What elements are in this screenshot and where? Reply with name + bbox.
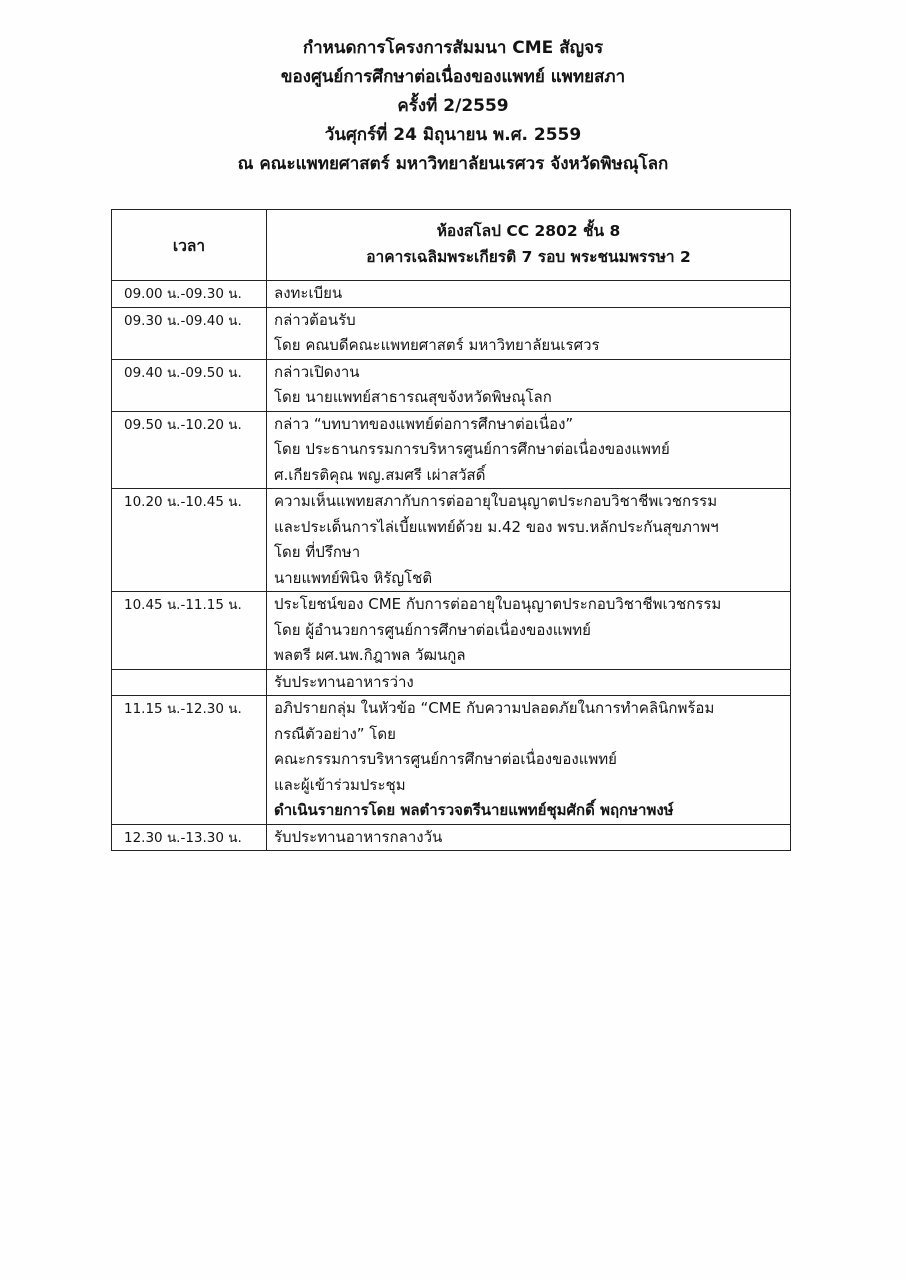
activity-line: และประเด็นการไล่เบี้ยแพทย์ด้วย ม.42 ของ พรบ.หลักประกันสุขภาพฯ (274, 517, 719, 536)
activity-line: คณะกรรมการบริหารศูนย์การศึกษาต่อเนื่องของแพทย์ (274, 750, 617, 768)
table-row (112, 669, 791, 696)
activity-line: กล่าว “บทบาทของแพทย์ต่อการศึกษาต่อเนื่อง” (274, 414, 574, 433)
table-row (112, 489, 791, 592)
table-row (112, 411, 791, 489)
schedule-body (112, 281, 791, 851)
activity-line: กล่าวเปิดงาน (274, 362, 360, 381)
row-activity (267, 281, 791, 308)
activity-line: โดย ที่ปรึกษา (274, 543, 361, 561)
table-row (112, 281, 791, 308)
row-activity (267, 824, 791, 851)
activity-line: ศ.เกียรติคุณ พญ.สมศรี เผ่าสวัสดิ์ (274, 465, 486, 484)
row-time (112, 669, 267, 696)
table-header-row (112, 210, 791, 281)
activity-line: โดย นายแพทย์สาธารณสุขจังหวัดพิษณุโลก (274, 388, 552, 406)
table-row (112, 824, 791, 851)
header-organizer: ของศูนย์การศึกษาต่อเนื่องของแพทย์ แพทยสภา (280, 67, 626, 87)
row-activity (267, 359, 791, 411)
activity-line: โดย คณบดีคณะแพทยศาสตร์ มหาวิทยาลัยนเรศวร (274, 336, 600, 354)
activity-line: โดย ผู้อำนวยการศูนย์การศึกษาต่อเนื่องของแพทย์ (274, 620, 591, 639)
row-activity (267, 669, 791, 696)
header-room-building: อาคารเฉลิมพระเกียรติ 7 รอบ พระชนมพรรษา 2 (366, 248, 691, 266)
activity-line: ความเห็นแพทยสภากับการต่ออายุใบอนุญาตประกอบวิชาชีพเวชกรรม (274, 492, 718, 510)
row-time: 09.40 น.-09.50 น. (112, 359, 267, 411)
table-row (112, 592, 791, 670)
activity-line: อภิปรายกลุ่ม ในหัวข้อ “CME กับความปลอดภัยในการทำคลินิกพร้อม (274, 699, 715, 717)
row-activity (267, 696, 791, 825)
header-room-name: ห้องสโลป CC 2802 ชั้น 8 (436, 222, 621, 240)
activity-line: โดย ประธานกรรมการบริหารศูนย์การศึกษาต่อเนื่องของแพทย์ (274, 440, 670, 458)
row-time: 11.15 น.-12.30 น. (112, 696, 267, 825)
activity-line: ลงทะเบียน (274, 284, 343, 302)
activity-line: ประโยชน์ของ CME กับการต่ออายุใบอนุญาตประกอบวิชาชีพเวชกรรม (274, 595, 722, 613)
header-date: วันศุกร์ที่ 24 มิถุนายน พ.ศ. 2559 (324, 125, 582, 145)
table-row (112, 359, 791, 411)
row-activity (267, 489, 791, 592)
row-activity (267, 411, 791, 489)
row-activity (267, 307, 791, 359)
activity-line: นายแพทย์พินิจ หิรัญโชติ (274, 568, 433, 587)
row-time: 10.45 น.-11.15 น. (112, 592, 267, 670)
header-time: เวลา (112, 210, 267, 281)
table-row (112, 696, 791, 825)
header-venue: ณ คณะแพทยศาสตร์ มหาวิทยาลัยนเรศวร จังหวัดพิษณุโลก (237, 154, 669, 174)
activity-line: กล่าวต้อนรับ (274, 310, 356, 329)
activity-line: รับประทานอาหารกลางวัน (274, 827, 443, 846)
header-title: กำหนดการโครงการสัมมนา CME สัญจร (302, 38, 604, 58)
row-time: 09.50 น.-10.20 น. (112, 411, 267, 489)
row-activity (267, 592, 791, 670)
activity-line: รับประทานอาหารว่าง (274, 672, 414, 691)
header-room (267, 210, 791, 281)
activity-line: กรณีตัวอย่าง” โดย (274, 724, 396, 743)
header-session-number: ครั้งที่ 2/2559 (397, 96, 509, 116)
row-time: 10.20 น.-10.45 น. (112, 489, 267, 592)
row-time: 09.00 น.-09.30 น. (112, 281, 267, 308)
activity-line: และผู้เข้าร่วมประชุม (274, 775, 406, 794)
schedule-table (111, 209, 791, 851)
table-row (112, 307, 791, 359)
row-time: 12.30 น.-13.30 น. (112, 824, 267, 851)
row-time: 09.30 น.-09.40 น. (112, 307, 267, 359)
document-header (0, 34, 906, 179)
activity-moderator-line: ดำเนินรายการโดย พลตำรวจตรีนายแพทย์ชุมศักดิ์ พฤกษาพงษ์ (274, 801, 674, 819)
activity-line: พลตรี ผศ.นพ.กิฎาพล วัฒนกูล (274, 646, 466, 664)
